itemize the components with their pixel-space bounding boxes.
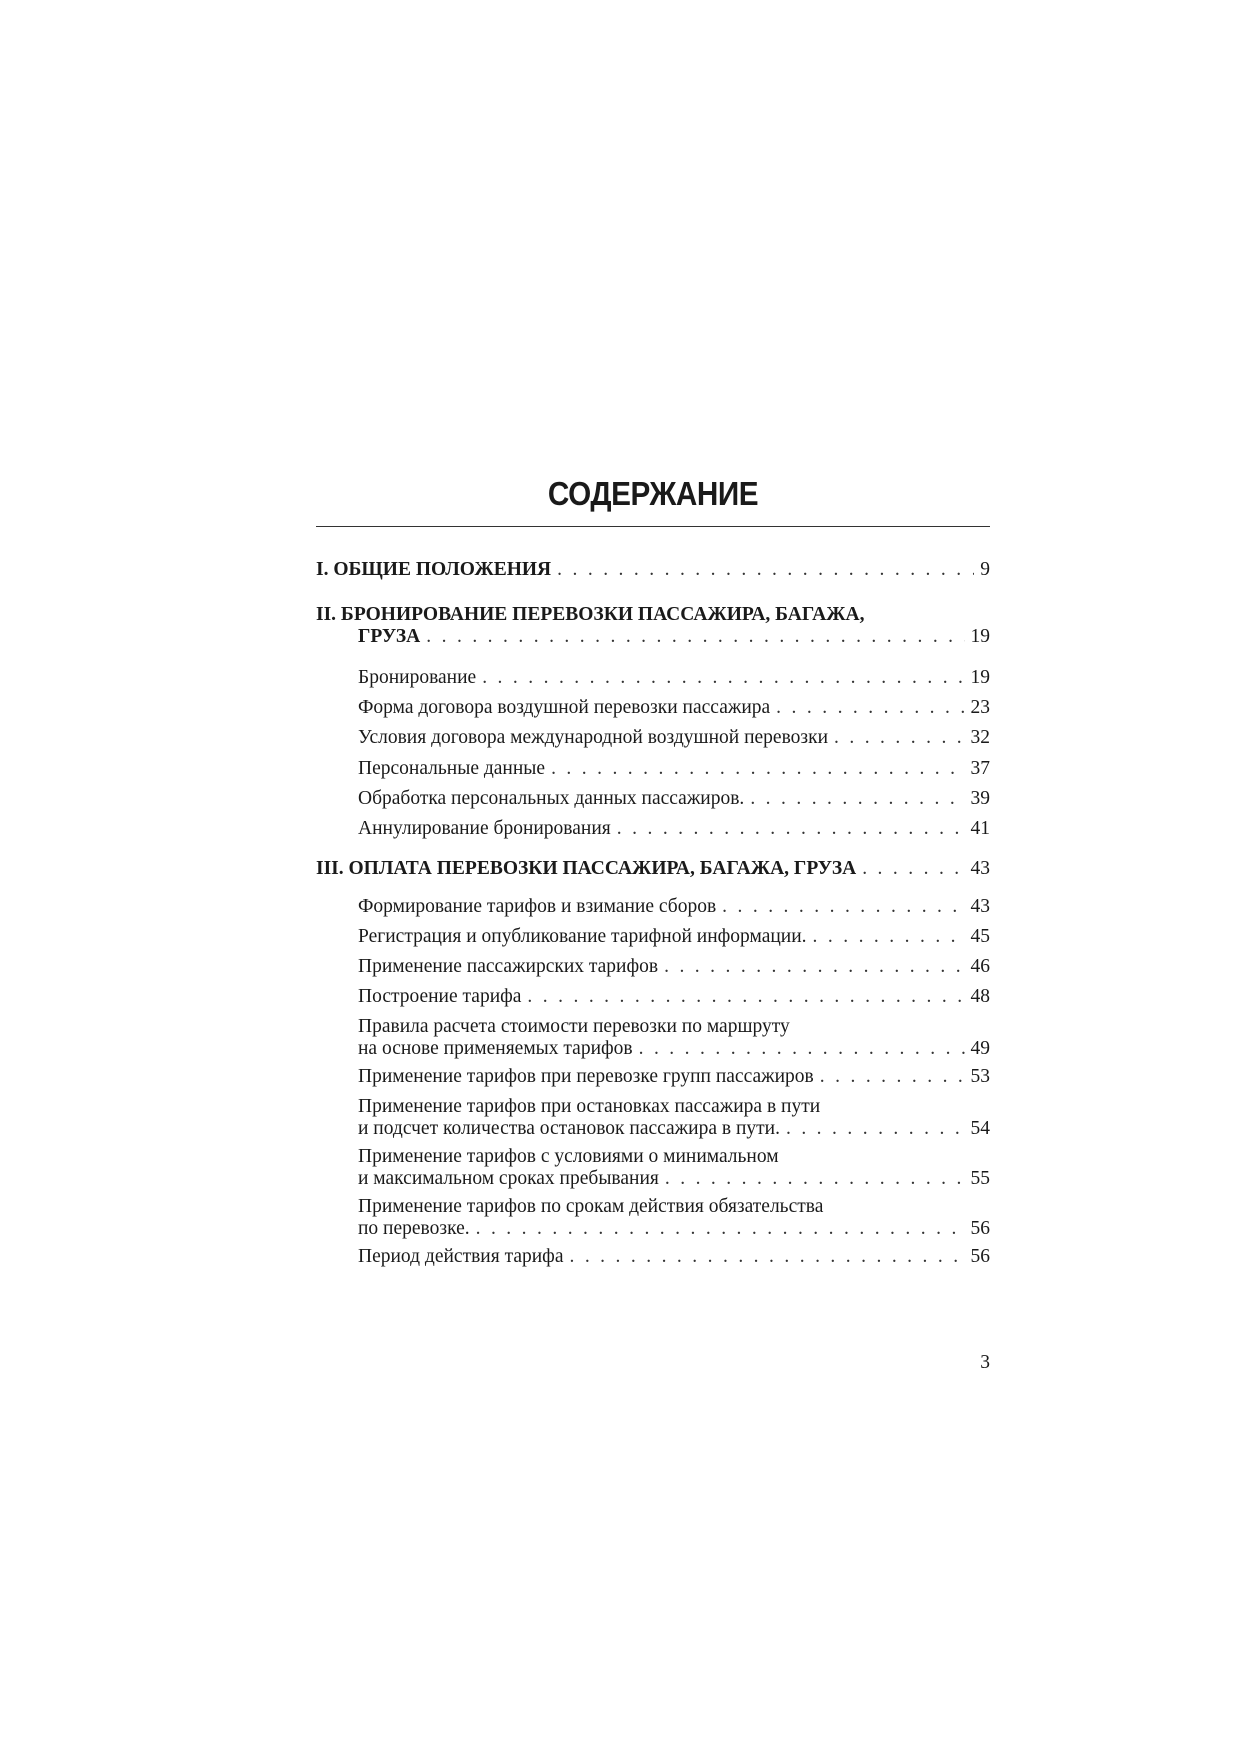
toc-entry[interactable] xyxy=(316,697,990,719)
toc-entry[interactable] xyxy=(316,1016,990,1060)
dot-leader xyxy=(750,788,964,810)
toc-page-number: 55 xyxy=(970,1168,990,1189)
toc-entry[interactable] xyxy=(316,896,990,918)
toc-entry[interactable] xyxy=(316,1146,990,1190)
toc-page-number: 39 xyxy=(970,788,990,809)
toc-entry-title: Условия договора международной воздушной перевозки xyxy=(358,727,828,748)
toc-entry-title: Формирование тарифов и взимание сборов xyxy=(358,896,717,917)
toc-page-number: 45 xyxy=(970,926,990,947)
toc-entry[interactable] xyxy=(316,1066,990,1088)
dot-leader xyxy=(813,926,965,948)
toc-entry[interactable] xyxy=(316,1096,990,1140)
dot-leader xyxy=(862,858,964,880)
toc-page-number: 54 xyxy=(970,1118,990,1139)
dot-leader xyxy=(665,1168,965,1190)
toc-entry-title: на основе применяемых тарифов xyxy=(358,1038,633,1059)
dot-leader xyxy=(834,727,965,749)
toc-entry-title: Регистрация и опубликование тарифной информации. xyxy=(358,926,807,947)
toc-page-number: 37 xyxy=(970,758,990,779)
toc-entry-title: Построение тарифа xyxy=(358,986,522,1007)
dot-leader xyxy=(820,1066,965,1088)
toc-heading: СОДЕРЖАНИЕ xyxy=(547,475,759,512)
toc-entry-title: I. ОБЩИЕ ПОЛОЖЕНИЯ xyxy=(316,559,552,580)
dot-leader xyxy=(639,1038,965,1060)
toc-entry-title: Применение тарифов при перевозке групп пассажиров xyxy=(358,1066,814,1087)
toc-entry-title: Правила расчета стоимости перевозки по маршруту xyxy=(358,1016,790,1037)
dot-leader xyxy=(569,1246,964,1268)
toc-page-number: 48 xyxy=(970,986,990,1007)
dot-leader xyxy=(426,626,964,648)
toc-entry-title: III. ОПЛАТА ПЕРЕВОЗКИ ПАССАЖИРА, БАГАЖА, ГРУЗА xyxy=(316,858,857,879)
table-of-contents xyxy=(316,470,990,1267)
toc-entry[interactable] xyxy=(316,818,990,840)
toc-entry[interactable] xyxy=(316,1246,990,1268)
toc-page-number: 49 xyxy=(970,1038,990,1059)
toc-entry-title: Применение тарифов по срокам действия обязательства xyxy=(358,1196,824,1217)
toc-entry[interactable] xyxy=(316,1196,990,1240)
toc-page-number: 43 xyxy=(970,858,990,879)
toc-entry-title: Применение тарифов с условиями о минимальном xyxy=(358,1146,779,1167)
toc-entry-title: и максимальном сроках пребывания xyxy=(358,1168,659,1189)
toc-entry-title: Период действия тарифа xyxy=(358,1246,564,1267)
toc-entry[interactable] xyxy=(316,956,990,978)
dot-leader xyxy=(664,956,964,978)
toc-page-number: 32 xyxy=(970,727,990,748)
page-number: 3 xyxy=(980,1352,990,1373)
toc-entry[interactable] xyxy=(316,788,990,810)
toc-entry[interactable] xyxy=(316,858,990,880)
toc-entry-title: ГРУЗА xyxy=(358,626,421,647)
dot-leader xyxy=(527,986,964,1008)
dot-leader xyxy=(617,818,965,840)
toc-entry[interactable] xyxy=(316,986,990,1008)
toc-page-number: 43 xyxy=(970,896,990,917)
toc-entry-title: Форма договора воздушной перевозки пассажира xyxy=(358,697,771,718)
dot-leader xyxy=(551,758,964,780)
toc-entry[interactable] xyxy=(316,559,990,581)
toc-entry[interactable] xyxy=(316,758,990,780)
toc-entry-title: Применение тарифов при остановках пассажира в пути xyxy=(358,1096,821,1117)
toc-entry[interactable] xyxy=(316,604,990,648)
toc-entry-title: Персональные данные xyxy=(358,758,546,779)
toc-entry[interactable] xyxy=(316,667,990,689)
heading-rule xyxy=(316,526,990,527)
toc-entry-title: по перевозке. xyxy=(358,1218,470,1239)
toc-entry-title: Аннулирование бронирования xyxy=(358,818,611,839)
toc-page-number: 19 xyxy=(970,626,990,647)
dot-leader xyxy=(482,667,964,689)
toc-page-number: 53 xyxy=(970,1066,990,1087)
toc-entry[interactable] xyxy=(316,727,990,749)
dot-leader xyxy=(776,697,964,719)
dot-leader xyxy=(476,1218,965,1240)
toc-entry-title: Бронирование xyxy=(358,667,477,688)
toc-page-number: 56 xyxy=(970,1246,990,1267)
toc-entry-title: II. БРОНИРОВАНИЕ ПЕРЕВОЗКИ ПАССАЖИРА, БАГАЖА, xyxy=(316,604,865,625)
toc-entry[interactable] xyxy=(316,926,990,948)
toc-entry-title: Обработка персональных данных пассажиров. xyxy=(358,788,745,809)
dot-leader xyxy=(722,896,964,918)
dot-leader xyxy=(786,1118,965,1140)
toc-page-number: 19 xyxy=(970,667,990,688)
toc-page-number: 9 xyxy=(980,559,990,580)
toc-page-number: 46 xyxy=(970,956,990,977)
toc-page-number: 56 xyxy=(970,1218,990,1239)
toc-page-number: 41 xyxy=(970,818,990,839)
toc-page-number: 23 xyxy=(970,697,990,718)
toc-entry-title: и подсчет количества остановок пассажира в пути. xyxy=(358,1118,780,1139)
dot-leader xyxy=(557,559,974,581)
toc-entry-title: Применение пассажирских тарифов xyxy=(358,956,659,977)
